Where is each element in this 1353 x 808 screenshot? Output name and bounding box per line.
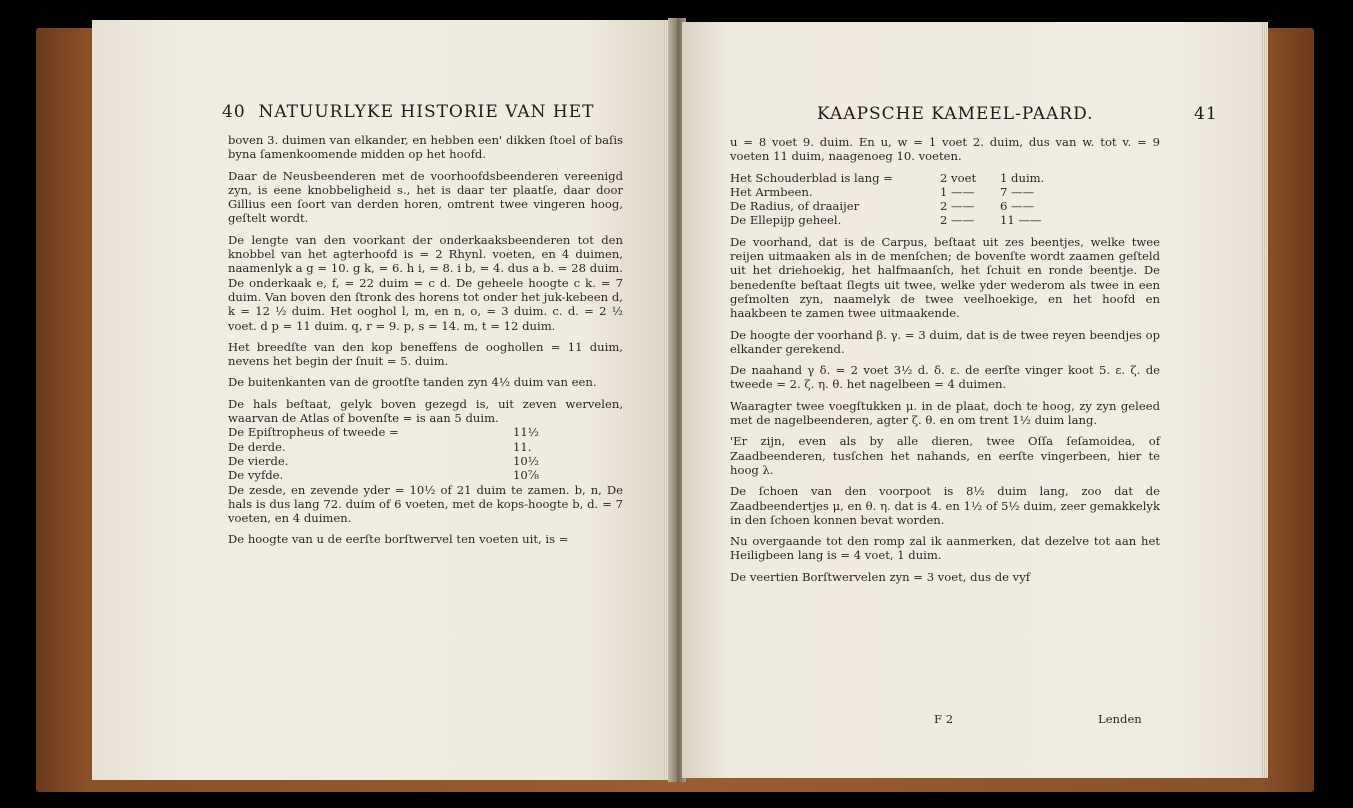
right-page-number: 41 <box>1194 104 1218 124</box>
table-row <box>730 199 1160 213</box>
paragraph: u = 8 voet 9. duim. En u, w = 1 voet 2. duim, dus van w. tot v. = 9 voeten 11 duim, naagenoeg 10. voeten. <box>730 135 1160 164</box>
paragraph: De ſchoen van den voorpoot is 8½ duim lang, zoo dat de Zaadbeendertjes μ, en θ. η. dat is 4. en 1½ of 5½ duim, zeer gemakkelyk in den ſchoen konnen bevat worden. <box>730 484 1160 527</box>
bone-feet: 2 —— <box>940 199 975 214</box>
table-row <box>228 440 623 454</box>
table-row <box>730 213 1160 227</box>
paragraph: Nu overgaande tot den romp zal ik aanmerken, dat dezelve tot aan het Heiligbeen lang is = 4 voet, 1 duim. <box>730 534 1160 563</box>
bone-feet: 1 —— <box>940 184 975 199</box>
paragraph: Waaragter twee voegſtukken μ. in de plaat, doch te hoog, zy zyn geleed met de nagelbeenderen, agter ζ. θ. en om trent 1½ duim lang. <box>730 398 1160 428</box>
paragraph: De zesde, en zevende yder = 10½ of 21 duim te zamen. b, n, De hals is dus lang 72. duim of 6 voeten, met de kops-hoogte b, d. = 7 voeten, en 4 duimen. <box>228 482 623 526</box>
bone-feet: 2 voet <box>940 170 977 185</box>
vertebra-name: De derde. <box>228 439 286 454</box>
table-row <box>730 171 1160 185</box>
vertebra-name: De vierde. <box>228 453 289 468</box>
paragraph: boven 3. duimen van elkander, en hebben een' dikken ſtoel of baſis byna ſamenkoomende midden op het hoofd. <box>228 133 623 162</box>
left-page-number: 40 <box>222 102 246 122</box>
catchword: Lenden <box>1098 712 1142 726</box>
vertebra-value: 10½ <box>513 453 539 468</box>
left-page <box>92 20 670 780</box>
vertebra-value: 11. <box>513 439 532 454</box>
left-page-title: NATUURLYKE HISTORIE VAN HET <box>258 102 595 122</box>
bone-name: Het Armbeen. <box>730 184 813 199</box>
signature-mark: F 2 <box>934 712 954 726</box>
bone-name: De Radius, of draaijer <box>730 199 860 214</box>
table-row <box>730 185 1160 199</box>
bone-feet: 2 —— <box>940 213 975 228</box>
bones-table <box>730 171 1160 228</box>
paragraph: De buitenkanten van de grootſte tanden zyn 4½ duim van een. <box>228 375 597 390</box>
vertebra-value: 10⅞ <box>513 468 539 483</box>
right-body <box>730 135 1160 591</box>
paragraph: Het breedſte van den kop beneffens de ooghollen = 11 duim, nevens het begin der ſnuit = 5. duim. <box>228 339 623 369</box>
bone-name: De Ellepijp geheel. <box>730 213 842 228</box>
table-row <box>228 468 623 482</box>
bone-inches: 6 —— <box>1000 199 1035 214</box>
left-running-header <box>222 102 594 122</box>
vertebra-name: De Epiſtropheus of tweede = <box>228 425 399 440</box>
left-body <box>228 133 623 554</box>
table-row <box>228 454 623 468</box>
page-edge <box>1262 22 1268 778</box>
paragraph: 'Er zijn, even als by alle dieren, twee Oſſa ſeſamoidea, of Zaadbeenderen, tusſchen het nahands, en eerſte vingerbeen, hier te hoog λ. <box>730 434 1160 477</box>
right-page <box>682 22 1268 778</box>
paragraph: De hoogte van u de eerſte borſtwervel ten voeten uit, is = <box>228 532 569 547</box>
paragraph: De lengte van den voorkant der onderkaaksbeenderen tot den knobbel van het agterhoofd is = 2 Rhynl. voeten, en 4 duimen, naamenlyk a g = 10. g k, = 6. h i, = 8. i b, = 4. dus a b. = 28 duim. De onderkaak e, f, = 22 duim = c d. De geheele hoogte c k. = 7 duim. Van boven den ſtronk des horens tot onder het juk-kebeen d, k = 12 ½ duim. Het ooghol l, m, en n, o, = 3 duim. c. d. = 2 ½ voet. d p = 11 duim. q, r = 9. p, s = 14. m, t = 12 duim. <box>228 232 623 333</box>
bone-name: Het Schouderblad is lang = <box>730 170 893 185</box>
paragraph: De naahand γ δ. = 2 voet 3½ d. δ. ε. de eerſte vinger koot 5. ε. ζ. de tweede = 2. ζ. η. θ. het nagelbeen = 4 duimen. <box>730 363 1160 392</box>
vertebrae-table <box>228 425 623 482</box>
right-running-header <box>817 104 1094 124</box>
paragraph: De voorhand, dat is de Carpus, beſtaat uit zes beentjes, welke twee reijen uitmaaken als in de menſchen; de bovenſte wordt zaamen geſteld uit het driehoekig, het halfmaanſch, het ſchuit en ronde beentje. De benedenſte beſtaat ſlegts uit twee, welke yder wederom als twee in een geſmolten zyn, naamelyk de twee veelhoekige, en het hoofd en haakbeen te zamen twee uitmaakende. <box>730 234 1160 321</box>
vertebra-value: 11½ <box>513 425 539 440</box>
paragraph: De hals beſtaat, gelyk boven gezegd is, uit zeven wervelen, waarvan de Atlas of bovenſte = is aan 5 duim. <box>228 396 623 426</box>
bone-inches: 7 —— <box>1000 184 1035 199</box>
table-row <box>228 425 623 439</box>
paragraph: De hoogte der voorhand β. γ. = 3 duim, dat is de twee reyen beendjes op elkander gerekend. <box>730 327 1160 356</box>
paragraph: Daar de Neusbeenderen met de voorhoofdsbeenderen vereenigd zyn, is eene knobbeligheid s., het is daar ter plaatſe, daar door Gillius een ſoort van derden horen, omtrent twee vingeren hoog, geſtelt wordt. <box>228 168 623 226</box>
right-page-title: KAAPSCHE KAMEEL-PAARD. <box>817 104 1094 124</box>
bone-inches: 11 —— <box>1000 213 1042 228</box>
vertebra-name: De vyfde. <box>228 468 284 483</box>
bone-inches: 1 duim. <box>1000 170 1045 185</box>
paragraph: De veertien Borſtwervelen zyn = 3 voet, dus de vyf <box>730 569 1031 584</box>
